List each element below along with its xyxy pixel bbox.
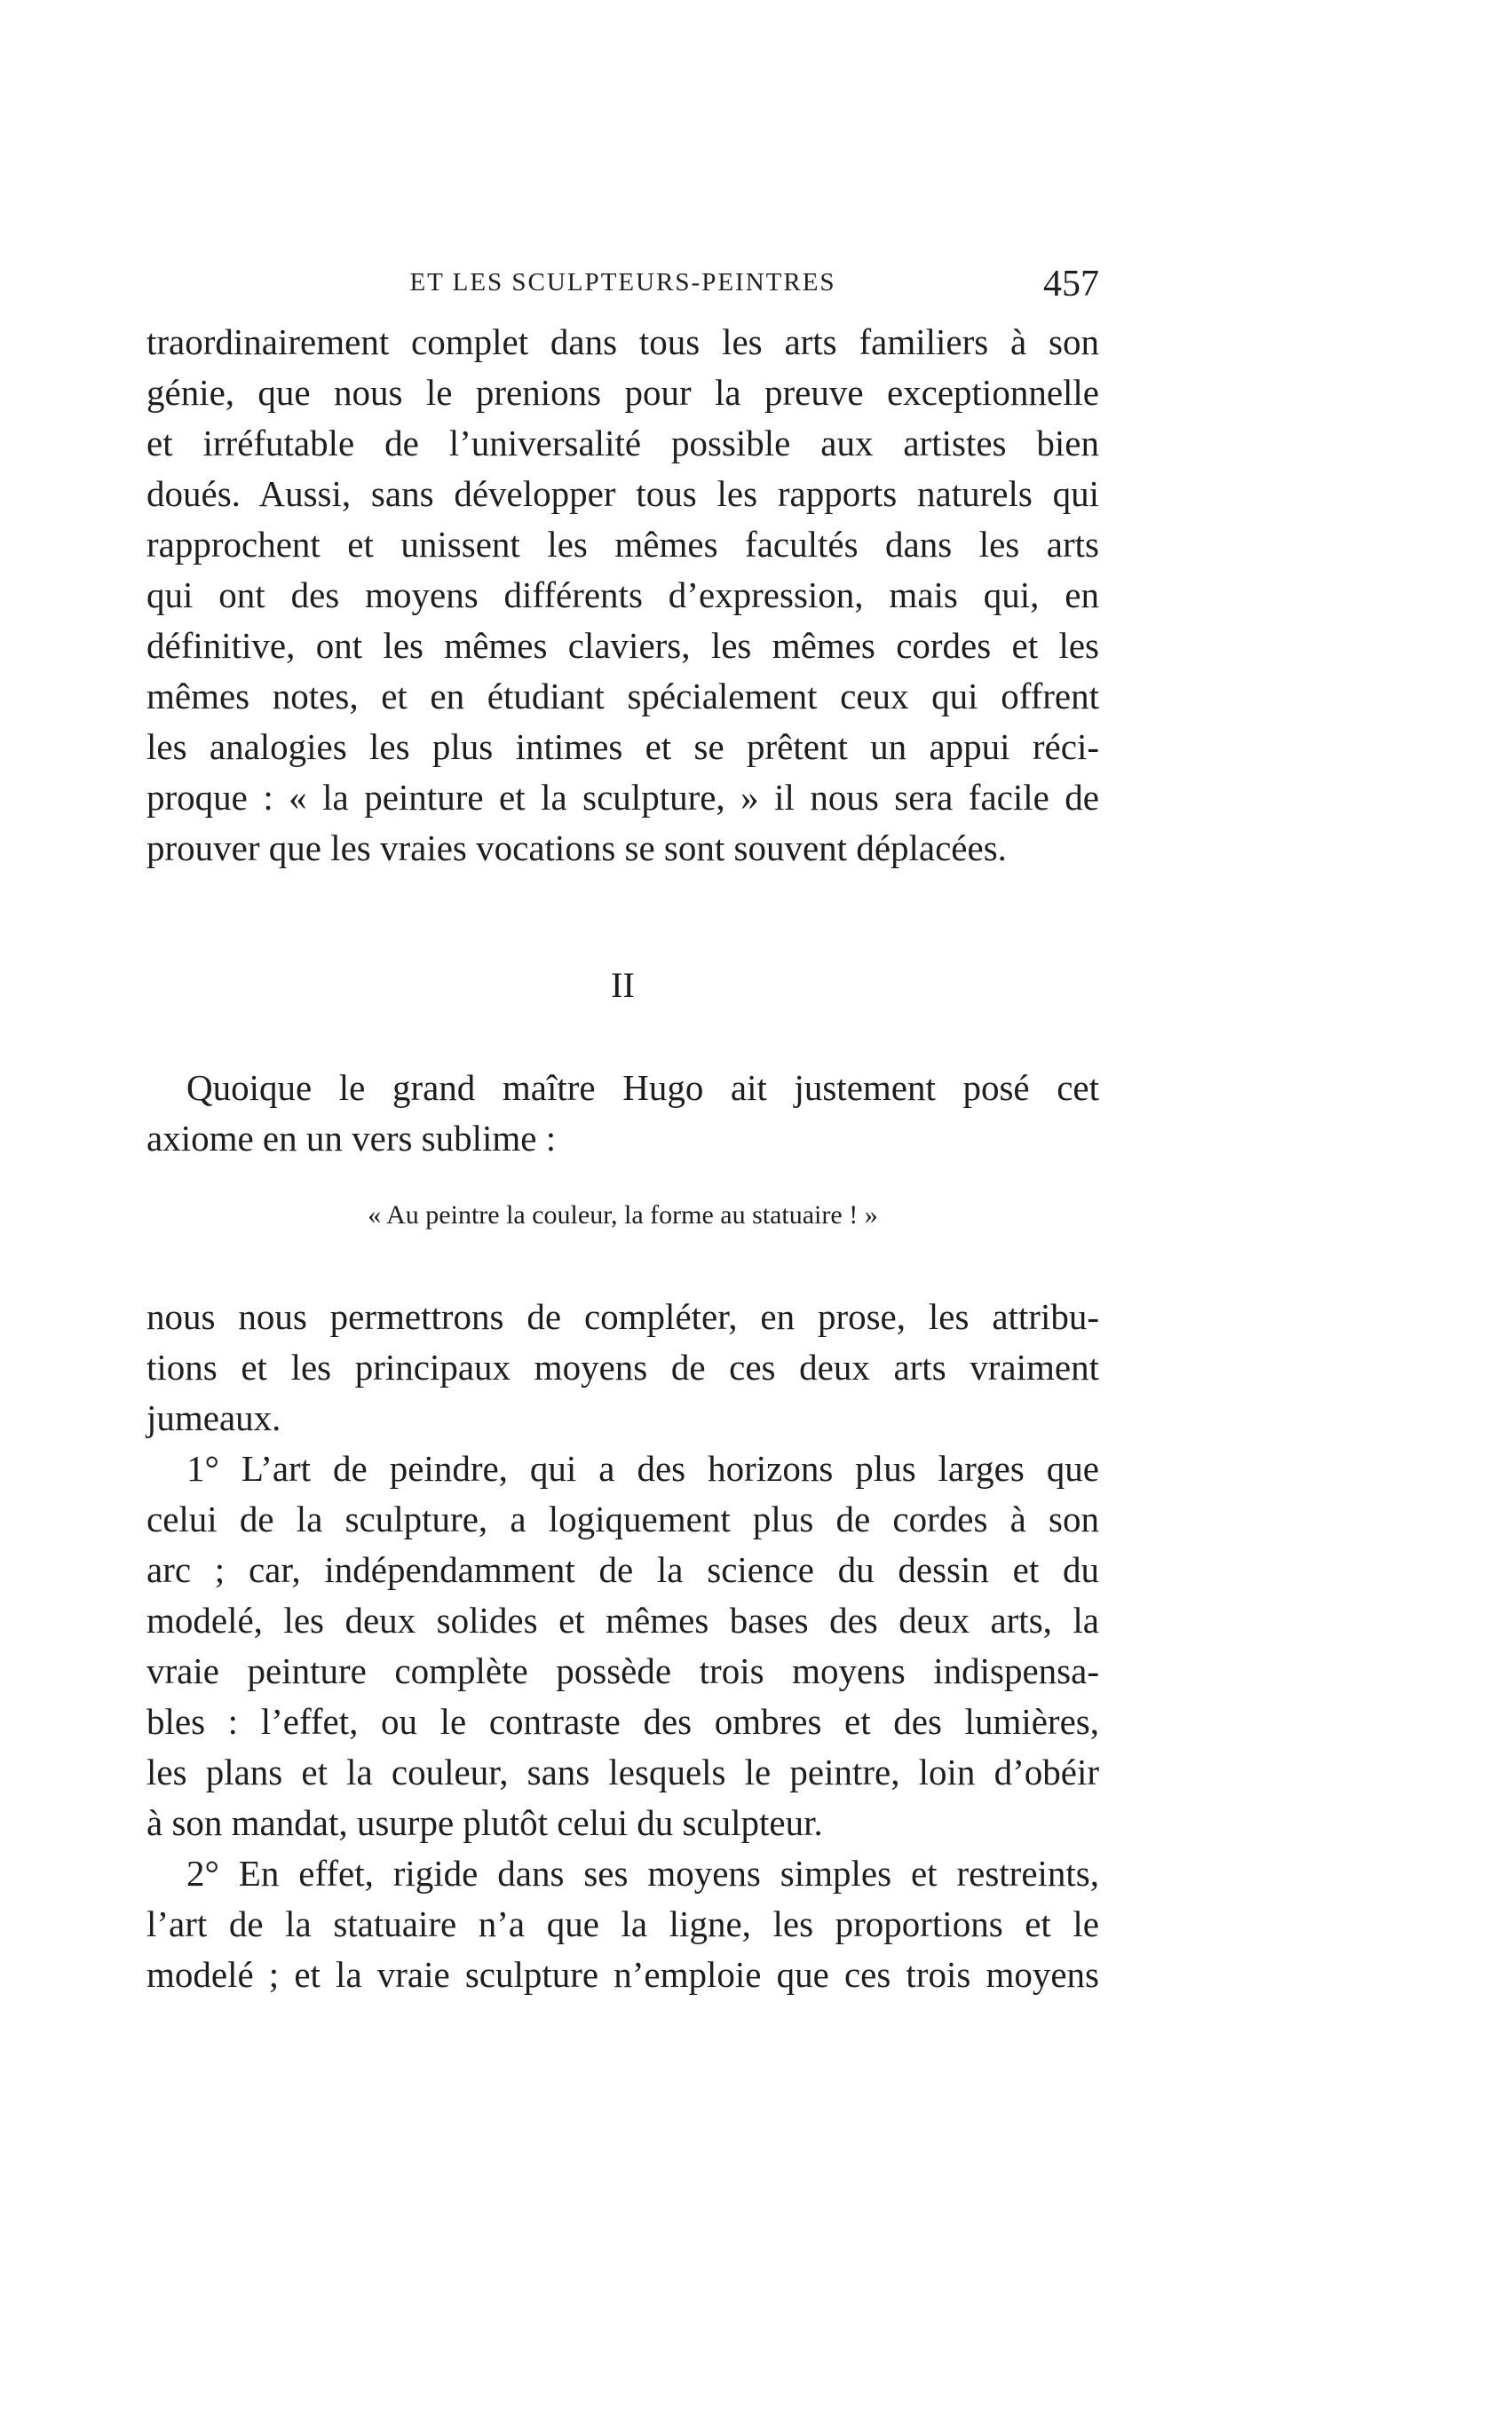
text-line: doués. Aussi, sans développer tous les rapports naturels qui: [146, 473, 1099, 514]
text-line: vraie peinture complète possède trois moyens indispensa-: [146, 1650, 1099, 1691]
text-line: et irréfutable de l’universalité possible aux artistes bien: [146, 423, 1099, 463]
text-line: proque : « la peinture et la sculpture, » il nous sera facile de: [146, 777, 1099, 818]
text-line: prouver que les vraies vocations se sont souvent déplacées.: [146, 827, 1007, 868]
text-line: modelé ; et la vraie sculpture n’emploie que ces trois moyens: [146, 1954, 1099, 1995]
paragraph-continued: [146, 317, 1099, 874]
text-line: celui de la sculpture, a logiquement plus de cordes à son: [146, 1499, 1099, 1539]
paragraph-opening: [146, 1063, 1099, 1164]
paragraph-sculpture: [146, 1848, 1099, 2000]
running-title: ET LES SCULPTEURS-PEINTRES: [409, 268, 836, 297]
page-number: 457: [1043, 264, 1099, 305]
text-line: définitive, ont les mêmes claviers, les mêmes cordes et les: [146, 625, 1099, 666]
text-line: rapprochent et unissent les mêmes facultés dans les arts: [146, 524, 1099, 565]
text-line: qui ont des moyens différents d’expression, mais qui, en: [146, 574, 1099, 615]
text-line: l’art de la statuaire n’a que la ligne, les proportions et le: [146, 1903, 1099, 1944]
text-line: jumeaux.: [146, 1397, 281, 1438]
text-line: mêmes notes, et en étudiant spécialement ceux qui offrent: [146, 676, 1099, 716]
text-line: 2° En effet, rigide dans ses moyens simples et restreints,: [186, 1853, 1099, 1894]
text-line: arc ; car, indépendamment de la science du dessin et du: [146, 1549, 1099, 1590]
section-number: II: [611, 965, 635, 1005]
text-line: modelé, les deux solides et mêmes bases des deux arts, la: [146, 1600, 1099, 1641]
running-head: [146, 263, 1099, 307]
text-line: les analogies les plus intimes et se prêtent un appui réci-: [146, 726, 1099, 767]
text-line: 1° L’art de peindre, qui a des horizons plus larges que: [186, 1448, 1099, 1489]
text-line: tions et les principaux moyens de ces deux arts vraiment: [146, 1347, 1099, 1388]
text-line: les plans et la couleur, sans lesquels le peintre, loin d’obéir: [146, 1752, 1099, 1792]
text-line: bles : l’effet, ou le contraste des ombres et des lumières,: [146, 1701, 1099, 1742]
text-line: génie, que nous le prenions pour la preuve exceptionnelle: [146, 372, 1099, 413]
text-line: axiome en un vers sublime :: [146, 1118, 557, 1159]
paragraph-painting: [146, 1444, 1099, 1848]
paragraph-attributions: [146, 1292, 1099, 1444]
text-line: à son mandat, usurpe plutôt celui du sculpteur.: [146, 1802, 823, 1843]
text-line: Quoique le grand maître Hugo ait justement posé cet: [186, 1067, 1099, 1108]
verse-quotation: « Au peintre la couleur, la forme au statuaire ! »: [368, 1200, 878, 1230]
text-line: traordinairement complet dans tous les arts familiers à son: [146, 321, 1099, 362]
text-line: nous nous permettrons de compléter, en prose, les attribu-: [146, 1296, 1099, 1337]
